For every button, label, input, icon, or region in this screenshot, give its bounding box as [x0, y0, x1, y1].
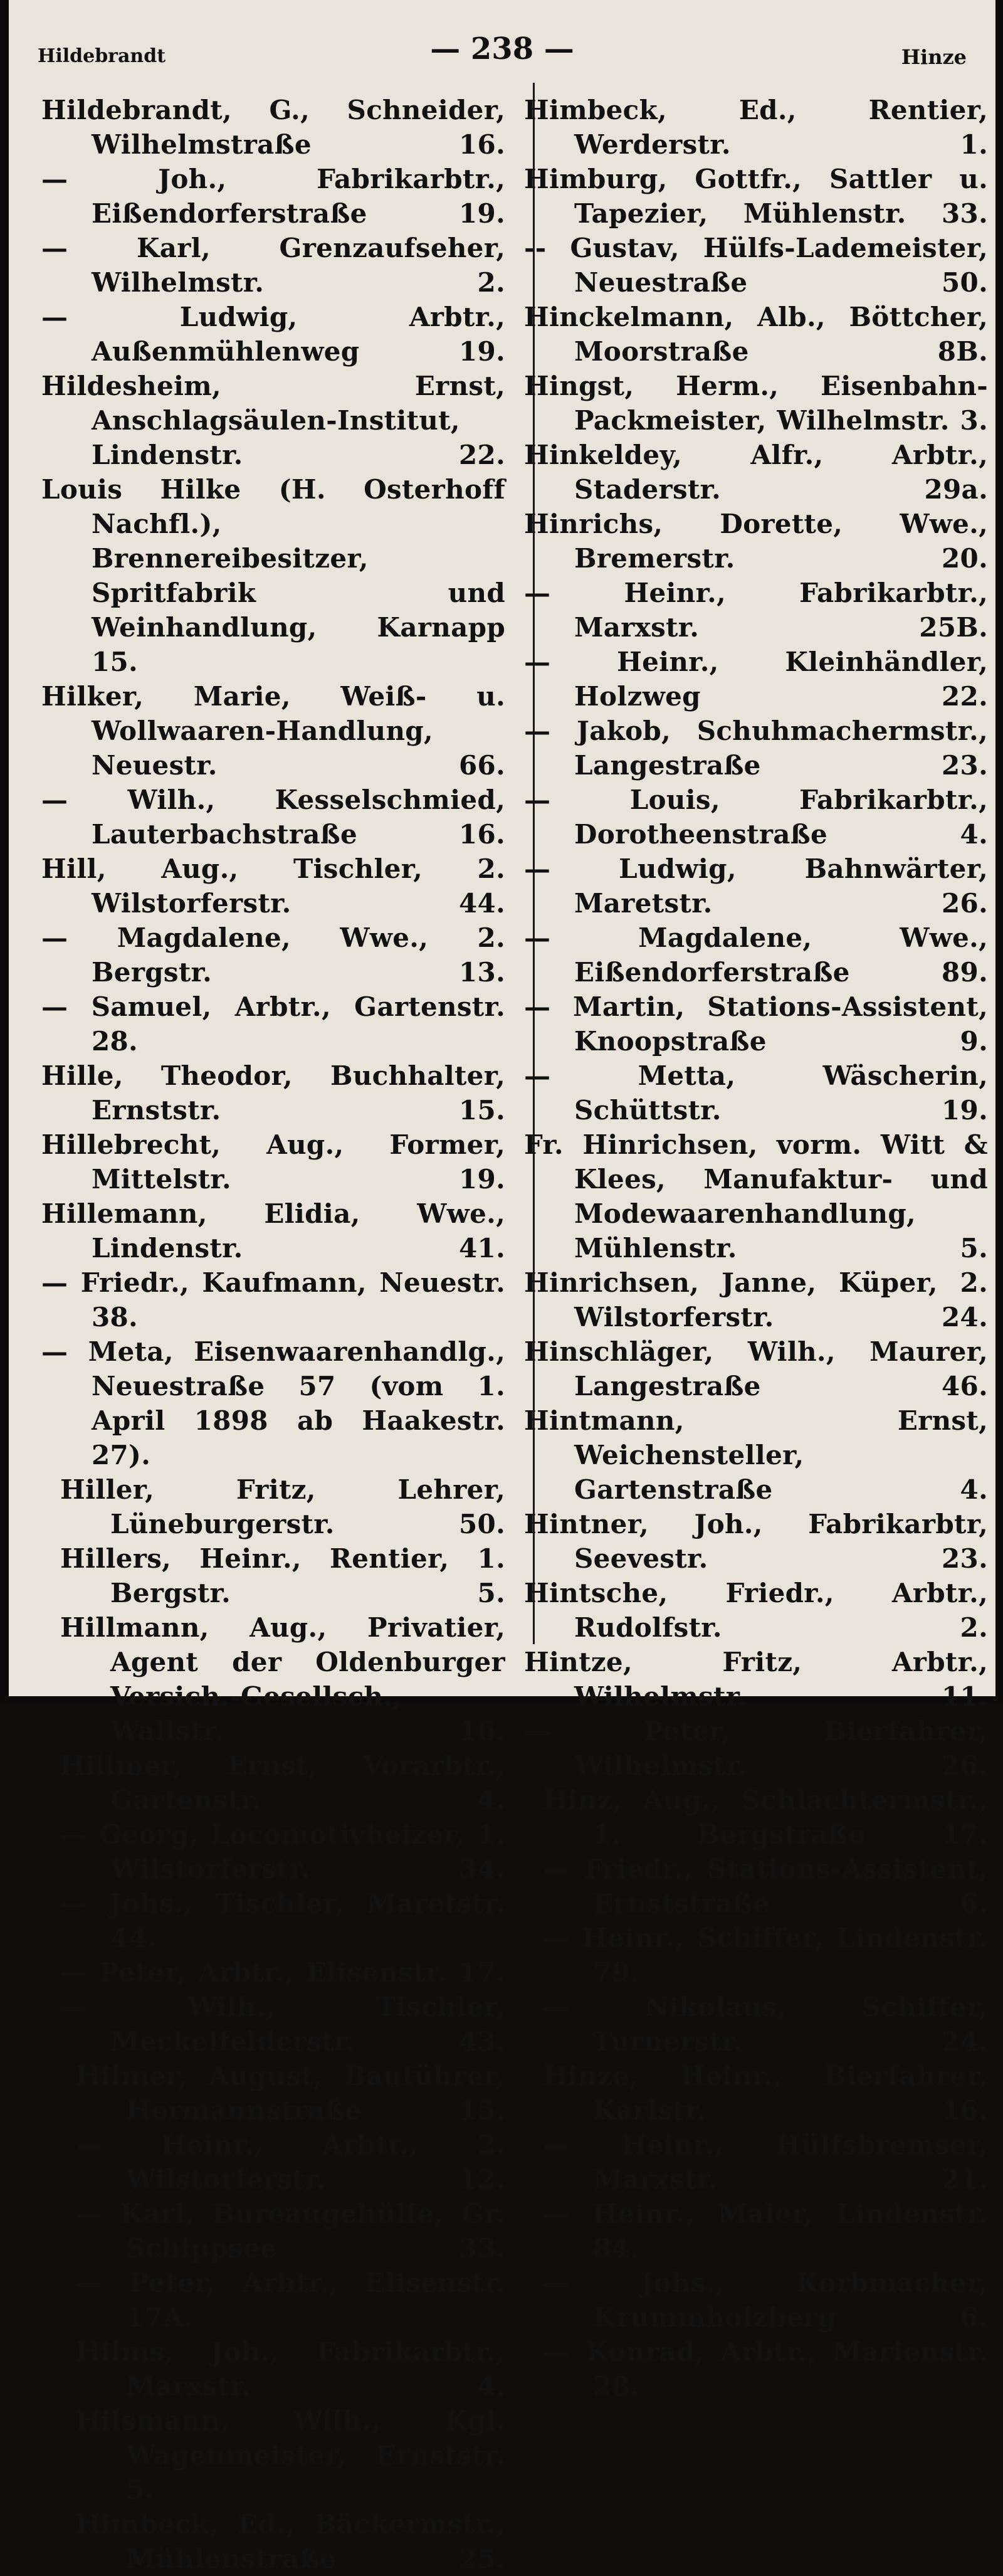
directory-entry: Hiller, Fritz, Lehrer, Lüneburgerstr. 50. — [60, 1474, 505, 1539]
directory-entry: — Martin, Stations-Assistent, Knoopstraße 9. — [524, 991, 988, 1057]
directory-entry: — Peter, Arbtr., Elisenstr. 17. — [60, 1957, 505, 1988]
directory-entry: — Meta, Eisenwaarenhandlg., Neuestraße 57 (vom 1. April 1898 ab Haakestr. 27). — [41, 1336, 505, 1470]
directory-entry: — Johs., Korbmacher, Krummholzberg 6. — [543, 2267, 988, 2333]
directory-entry: — Friedr., Stations-Assistent, Ernststraße 6. — [543, 1854, 988, 1919]
directory-entry: — Nikolaus, Schiffer, Turnerstr. 24. — [543, 1992, 988, 2057]
directory-entry: — Wilh., Kesselschmied, Lauterbachstraße 16. — [41, 784, 505, 850]
directory-entry: Hille, Theodor, Buchhalter, Ernststr. 15. — [41, 1060, 505, 1126]
directory-entry: — Ludwig, Arbtr., Außenmühlenweg 19. — [41, 302, 505, 367]
directory-entry: — Georg, Locomotivheizer, 1. Wilstorferstr. 34. — [60, 1819, 505, 1884]
directory-entry: — Heinr., Hülfsbremser, Marxstr. 21. — [543, 2130, 988, 2195]
directory-entry: Himburg, Gottfr., Sattler u. Tapezier, Mühlenstr. 33. — [524, 164, 988, 229]
directory-entry: — Heinr., Maler, Lindenstr. 84. — [543, 2199, 988, 2264]
directory-entry: Himbeck, Ed., Bäckermstr., Mühlenstraße 25. — [76, 2509, 505, 2574]
directory-entry: Louis Hilke (H. Osterhoff Nachfl.), Brennereibesitzer, Spritfabrik und Weinhandlung, Karnapp 15. — [41, 474, 505, 677]
directory-entry: Hinze, Heinr., Bierfahrer, Karlstr. 16. — [543, 2061, 988, 2126]
directory-entry: — Karl, Bureaugehülfe, Gr. Schippsee 33. — [76, 2199, 505, 2264]
page-header — [34, 26, 970, 70]
directory-entry: — Heinr., Schiffer, Lindenstr. 79. — [543, 1923, 988, 1988]
directory-entry: Fr. Hinrichsen, vorm. Witt & Klees, Manufaktur- und Modewaarenhandlung, Mühlenstr. 5. — [524, 1129, 988, 1264]
directory-entry: Hinz, Aug., Schlachtermstr., 1. Bergstraße 17. — [543, 1785, 988, 1850]
directory-entry: Himbeck, Ed., Rentier, Werderstr. 1. — [524, 95, 988, 160]
directory-entry: Hintner, Joh., Fabrikarbtr, Seevestr. 23. — [524, 1509, 988, 1574]
directory-entry: — Johs., Tischler, Maretstr. 44. — [60, 1888, 505, 1953]
directory-entry: Hillmer, Ernst, Vorarbtr., Gartenstr. 4. — [60, 1750, 505, 1815]
directory-entry: — Wilh., Tischler, Meckelfelderstr. 43. — [60, 1992, 505, 2057]
directory-entry: — Konrad, Arbtr., Marienstr. 28. — [543, 2336, 988, 2402]
directory-entry: Hillemann, Elidia, Wwe., Lindenstr. 41. — [41, 1198, 505, 1264]
directory-entry: — Metta, Wäscherin, Schüttstr. 19. — [524, 1060, 988, 1126]
left-column — [41, 93, 505, 2576]
directory-entry: — Heinr., Kleinhändler, Holzweg 22. — [524, 647, 988, 712]
directory-entry: — Magdalene, Wwe., 2. Bergstr. 13. — [41, 922, 505, 988]
directory-entry: Hingst, Herm., Eisenbahn-Packmeister, Wilhelmstr. 3. — [524, 371, 988, 436]
directory-entry: Hildesheim, Ernst, Anschlagsäulen-Institut, Lindenstr. 22. — [41, 371, 505, 470]
directory-entry: -- Gustav, Hülfs-Lademeister, Neuestraße 50. — [524, 233, 988, 298]
page-number: — 238 — — [430, 31, 574, 66]
directory-entry: — Peter, Arbtr., Elisenstr. 17A. — [76, 2267, 505, 2333]
directory-entry: — Karl, Grenzaufseher, Wilhelmstr. 2. — [41, 233, 505, 298]
directory-entry: Hinckelmann, Alb., Böttcher, Moorstraße 8B. — [524, 302, 988, 367]
directory-entry: — Ludwig, Bahnwärter, Maretstr. 26. — [524, 853, 988, 919]
directory-entry: Hildebrandt, G., Schneider, Wilhelmstraße 16. — [41, 95, 505, 160]
directory-entry: — Heinr., Arbtr., 2. Wilstorferstr. 12. — [76, 2130, 505, 2195]
directory-entry: Hilmer, August, Bauführer, Hermannstraße 15. — [76, 2061, 505, 2126]
directory-entry: — Heinr., Fabrikarbtr., Marxstr. 25B. — [524, 578, 988, 643]
directory-entry: Hinkeldey, Alfr., Arbtr., Staderstr. 29a. — [524, 440, 988, 505]
directory-entry: Hinrichs, Dorette, Wwe., Bremerstr. 20. — [524, 509, 988, 574]
directory-entry: — Louis, Fabrikarbtr., Dorotheenstraße 4. — [524, 784, 988, 850]
directory-entry: — Joh., Fabrikarbtr., Eißendorferstraße 19. — [41, 164, 505, 229]
directory-entry: Hinrichsen, Janne, Küper, 2. Wilstorferstr. 24. — [524, 1267, 988, 1333]
directory-entry: Hintsche, Friedr., Arbtr., Rudolfstr. 2. — [524, 1578, 988, 1643]
directory-entry: Hintze, Fritz, Arbtr., Wilhelmstr. 11. — [524, 1647, 988, 1712]
directory-entry: Hintmann, Ernst, Weichensteller, Gartenstraße 4. — [524, 1405, 988, 1505]
directory-entry: Hilms, Joh., Fabrikarbtr., Marxstr. 4. — [76, 2336, 505, 2402]
header-left-keyword: Hildebrandt — [38, 45, 166, 67]
directory-entry: Hilsmann, Wilh., Kgl. Wagenmeister, Ernststr. 5. — [76, 2405, 505, 2505]
directory-entry: — Magdalene, Wwe., Eißendorferstraße 89. — [524, 922, 988, 988]
header-right-keyword: Hinze — [901, 45, 967, 69]
right-column — [524, 93, 988, 2404]
directory-entry: Hillers, Heinr., Rentier, 1. Bergstr. 5. — [60, 1543, 505, 1608]
directory-entry: Hillebrecht, Aug., Former, Mittelstr. 19. — [41, 1129, 505, 1195]
directory-entry: Hinschläger, Wilh., Maurer, Langestraße 46. — [524, 1336, 988, 1401]
directory-entry: — Peter, Bierfahrer, Wilhelmstr. 26. — [524, 1716, 988, 1781]
directory-entry: Hill, Aug., Tischler, 2. Wilstorferstr. 44. — [41, 853, 505, 919]
directory-entry: Hillmann, Aug., Privatier, Agent der Oldenburger Versich.-Gesellsch., Wallstr. 16. — [60, 1612, 505, 1746]
directory-entry: — Samuel, Arbtr., Gartenstr. 28. — [41, 991, 505, 1057]
directory-entry: — Friedr., Kaufmann, Neuestr. 38. — [41, 1267, 505, 1333]
directory-entry: — Jakob, Schuhmachermstr., Langestraße 23. — [524, 715, 988, 781]
directory-entry: Hilker, Marie, Weiß- u. Wollwaaren-Handlung, Neuestr. 66. — [41, 681, 505, 781]
